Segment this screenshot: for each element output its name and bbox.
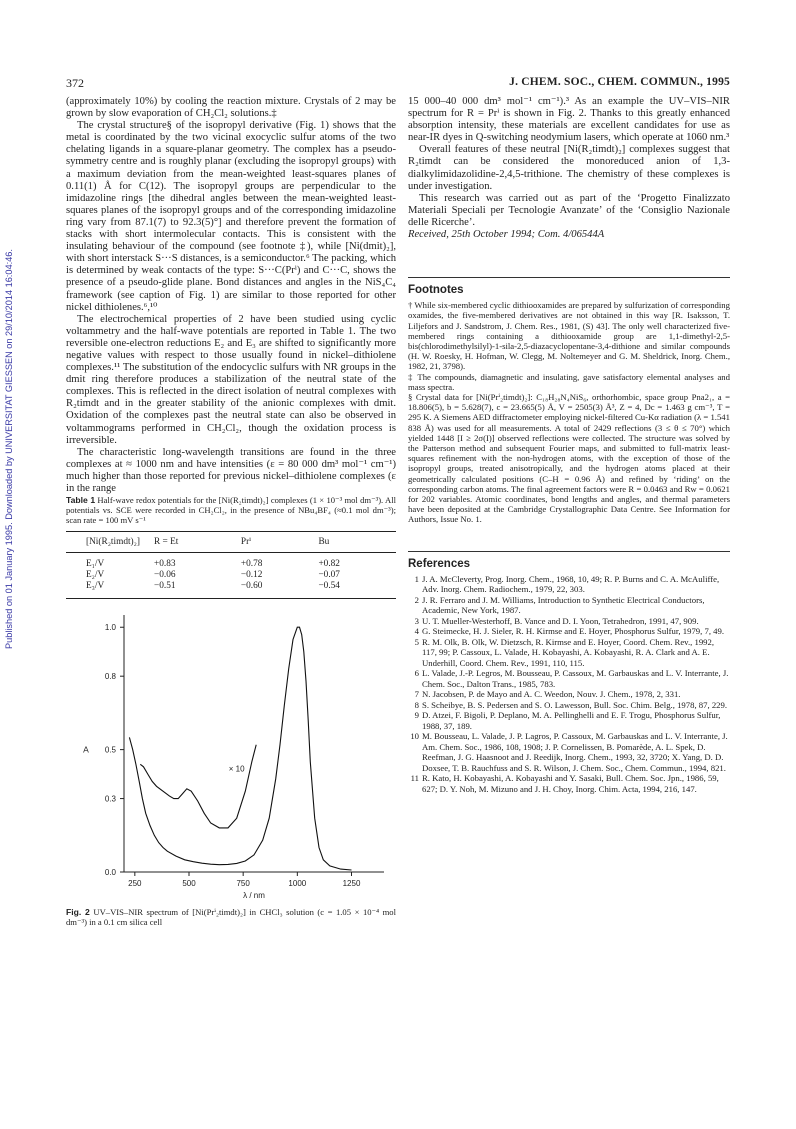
reference-text: R. Kato, H. Kobayashi, A. Kobayashi and Y. Sasaki, Bull. Chem. Soc. Jpn., 1986, 59, 627; D. Y. Noh, M. Mizuno and J. H. Choy, Inorg. Chim. Acta, 1994, 216, 147. bbox=[422, 773, 719, 794]
table-header: Bu bbox=[318, 532, 396, 553]
x-tick-label: 750 bbox=[236, 879, 250, 889]
table-caption bbox=[66, 495, 396, 525]
reference-text: M. Bousseau, L. Valade, J. P. Lagros, P. Cassoux, M. Garbauskas and L. V. Interrante, J. Am. Chem. Soc., 1986, 108, 1908; J. P. Cornelissen, B. Pomarède, A. L. Spek, D. Reefman, J. G. Haasnoot and J. Reedijk, Inorg. Chem., 1993, 32, 3720; X. Yang, D. D. Doxsee, T. B. Rauchfuss and S. R. Wilson, J. Chem. Soc., Chem. Commun., 1994, 821. bbox=[422, 731, 728, 773]
journal-title: J. CHEM. SOC., CHEM. COMMUN., 1995 bbox=[509, 76, 730, 88]
figure-label: Fig. 2 bbox=[66, 907, 90, 918]
reference-number: 2 bbox=[414, 594, 419, 605]
figure-caption bbox=[66, 907, 396, 927]
spectrum-line bbox=[129, 627, 351, 870]
reference-text: S. Scheibye, B. S. Pedersen and S. O. Lawesson, Bull. Soc. Chim. Belg., 1978, 87, 229. bbox=[422, 699, 728, 710]
reference-text: L. Valade, J.-P. Legros, M. Bousseau, P. Cassoux, M. Garbauskas and L. V. Interrante, J. Chem. Soc., Dalton Trans., 1985, 783. bbox=[422, 668, 729, 689]
table-cell: +0.83 bbox=[154, 559, 176, 570]
table-header: R = Et bbox=[154, 532, 241, 553]
table-cell: E₂/V bbox=[86, 570, 105, 581]
reference-item bbox=[408, 689, 730, 700]
table-cell: −0.60 bbox=[241, 581, 319, 599]
reference-number: 5 bbox=[414, 636, 419, 647]
spectrum-svg bbox=[66, 607, 396, 907]
footnote: † While six-membered cyclic dithiooxamides are prepared by sulfurization of corresponding oxamides, the five-membered derivatives are not obtained in this way [R. Isaksson, T. Liljefors and J. Sandstrom, J. Chem. Res., 1981, (S) 43]. The only well characterized five-membered rings containing a dithiooxamide group are 1,1-dimethyl-2,5-bis(chlorodimethylsilyl)-1-sila-2,5-diazacyclopentane-3,4-dithione and similar compounds (H. W. Roesky, H. Hofman, W. Clegg, M. Noltemeyer and G. M. Sheldrick, Inorg. Chem., 1982, 21, 3798). bbox=[408, 300, 730, 372]
right-column bbox=[408, 96, 730, 794]
reference-item bbox=[408, 731, 730, 773]
y-tick-label: 0.0 bbox=[104, 868, 116, 878]
footnote: § Crystal data for [Ni(Prⁱ₂timdt)₂]: C₁₈H₂₈N₄NiS₆, orthorhombic, space group Pna2₁, a = 18.806(5), b = 5.628(7), c = 23.665(5) Å, V = 2505(3) Å³, Z = 4, Dc = 1.463 g cm⁻³, T = 295 K. A Siemens AED diffractometer employing nickel-filtered Cu-Kα radiation (λ = 1.541 838 Å) was used for all measurements. A total of 2429 reflections (3 ≤ θ ≤ 70°) which yielded 1448 [I ≥ 2σ(I)] observed reflections were collected. The structure was solved by the Patterson method and subsequent Fourier maps, and submitted to full-matrix least-squares refinement with the non-hydrogen atoms, with the exception of those of the isopropyl groups, treated anisotropically, and the hydrogen atoms placed at their geometrically calculated positions (C–H = 0.96 Å) and refined by ‘riding’ on the corresponding carbon atoms. The final agreement factors were R = 0.0463 and Rw = 0.0621 for 202 variables. Atomic coordinates, bond lengths and angles, and thermal parameters have been deposited at the Cambridge Crystallographic Data Centre. See Information for Authors, Issue No. 1. bbox=[408, 392, 730, 525]
table-cell: E₁/V bbox=[86, 559, 105, 570]
x-axis-label: λ / nm bbox=[243, 891, 265, 901]
reference-text: G. Steimecke, H. J. Sieler, R. H. Kirmse and E. Hoyer, Phosphorus Sulfur, 1979, 7, 49. bbox=[422, 626, 725, 637]
y-axis-label: A bbox=[83, 744, 89, 755]
reference-number: 3 bbox=[414, 615, 419, 626]
body-paragraph: The characteristic long-wavelength transitions are found in the three complexes at ≈ 1000 nm and have intensities (ε = 80 000 dm³ mol⁻¹ cm⁻¹) much higher than those reported for previous nickel–dithiolene complexes (ε in the range bbox=[66, 446, 396, 494]
reference-item bbox=[408, 595, 730, 616]
table-caption-text: Half-wave redox potentials for the [Ni(R₂timdt)₂] complexes (1 × 10⁻³ mol dm⁻³). All potentials vs. SCE were recorded in CH₂Cl₂, in the presence of NBu₄BF₄ (≈0.1 mol dm⁻³); scan rate = 100 mV s⁻¹ bbox=[66, 495, 396, 526]
reference-item bbox=[408, 710, 730, 731]
download-notice[interactable]: Published on 01 January 1995. Downloaded by UNIVERSITAT GIESSEN on 29/10/2014 16:04:46. bbox=[4, 249, 14, 649]
reference-number: 11 bbox=[410, 773, 419, 784]
footnote: ‡ The compounds, diamagnetic and insulating, gave satisfactory elemental analyses and mass spectra. bbox=[408, 371, 730, 392]
table-cell: +0.78 bbox=[240, 559, 263, 570]
x-tick-label: 500 bbox=[182, 879, 196, 889]
redox-table bbox=[66, 531, 396, 599]
reference-number: 6 bbox=[414, 668, 419, 679]
body-paragraph: (approximately 10%) by cooling the reaction mixture. Crystals of 2 may be grown by slow evaporation of CH₂Cl₂ solutions.‡ bbox=[66, 96, 396, 120]
references-heading: References bbox=[408, 551, 730, 570]
table-row bbox=[66, 581, 396, 599]
body-paragraph: 15 000–40 000 dm³ mol⁻¹ cm⁻¹).³ As an example the UV–VIS–NIR spectrum for R = Prⁱ is shown in Fig. 2. Thanks to this greatly enhanced absorption intensity, these materials are excellent candidates for use as near-IR dyes in Q-switching neodymium lasers, which operate at 1060 nm.³ bbox=[408, 96, 730, 144]
y-tick-label: 0.3 bbox=[104, 794, 116, 804]
reference-number: 4 bbox=[414, 626, 419, 637]
reference-item bbox=[408, 773, 730, 794]
spectrum-line-x10 bbox=[140, 745, 256, 828]
reference-number: 8 bbox=[414, 699, 419, 710]
reference-text: R. M. Olk, B. Olk, W. Dietzsch, R. Kirmse and E. Hoyer, Coord. Chem. Rev., 1992, 117, 99; P. Cassoux, L. Valade, H. Kobayashi, A. Kobayashi, R. A. Clark and A. E. Underhill, Coord. Chem. Rev., 1991, 110, 115. bbox=[422, 636, 715, 668]
reference-number: 9 bbox=[414, 710, 419, 721]
table-header: Prⁱ bbox=[241, 532, 319, 553]
reference-item bbox=[408, 626, 730, 637]
table-row bbox=[66, 570, 396, 581]
table-label: Table 1 bbox=[66, 495, 96, 506]
page-number: 372 bbox=[66, 76, 84, 90]
y-tick-label: 0.8 bbox=[104, 672, 116, 682]
left-column bbox=[66, 96, 396, 927]
reference-number: 1 bbox=[414, 573, 419, 584]
table-cell: −0.51 bbox=[154, 581, 241, 599]
body-paragraph: This research was carried out as part of the ‘Progetto Finalizzato Materiali Speciali per Tecnologie Avanzate’ of the ‘Consiglio Nazionale delle Ricerche’. bbox=[408, 192, 730, 228]
table-cell: −0.12 bbox=[240, 570, 263, 581]
reference-item bbox=[408, 637, 730, 669]
reference-item bbox=[408, 616, 730, 627]
x-tick-label: 1000 bbox=[288, 879, 307, 889]
body-paragraph: The electrochemical properties of 2 have been studied using cyclic voltammetry and the half-wave potentials are reported in Table 1. The two reversible one-electron reductions E₂ and E₃ are shifted to significantly more negative values with respect to those usually found in nickel–dithiolene complexes.¹¹ The substitution of the endocyclic sulfurs with NR groups in the dmit ring therefore produces a stabilization of the neutral state of the complexes. This is reflected in the direct isolation of neutral complexes with R₂timdt and in the greater stability of the anionic complexes with dmit. Oxidation of the complexes past the neutral state can also be observed in voltammograms performed in CH₂Cl₂, though the oxidation process is irreversible. bbox=[66, 313, 396, 446]
y-tick-label: 0.5 bbox=[104, 745, 116, 755]
reference-text: U. T. Mueller-Westerhoff, B. Vance and D. I. Yoon, Tetrahedron, 1991, 47, 909. bbox=[422, 615, 699, 626]
x-tick-label: 250 bbox=[128, 879, 142, 889]
table-cell: −0.54 bbox=[318, 581, 396, 599]
reference-item bbox=[408, 668, 730, 689]
page-header bbox=[66, 76, 730, 92]
reference-text: J. R. Ferraro and J. M. Williams, Introduction to Synthetic Electrical Conductors, Academic, New York, 1987. bbox=[422, 594, 705, 616]
table-cell: +0.82 bbox=[318, 559, 340, 570]
reference-number: 7 bbox=[414, 689, 419, 700]
spectrum-chart bbox=[66, 607, 396, 907]
figure-caption-text: UV–VIS–NIR spectrum of [Ni(Prⁱ₂timdt)₂] in CHCl₃ solution (c = 1.05 × 10⁻⁴ mol dm⁻³) in a 0.1 cm silica cell bbox=[66, 907, 396, 928]
footnotes-heading: Footnotes bbox=[408, 277, 730, 296]
table-header: [Ni(R₂timdt)₂] bbox=[66, 532, 154, 553]
x-tick-label: 1250 bbox=[342, 879, 361, 889]
body-paragraph: The crystal structure§ of the isopropyl derivative (Fig. 1) shows that the metal is coordinated by the two vicinal exocyclic sulfur atoms of the two chelating ligands in a square-planar geometry. The complex has a pseudo-symmetry centre and is roughly planar (excluding the isopropyl groups) with a maximum deviation from the mean-weighted least-squares planes of 0.11(1) Å for C(12). The isopropyl groups are perpendicular to the imidazoline rings [the dihedral angles between the mean-weighted least-squares planes of the isopropyl groups and of the corresponding imidazoline ring vary from 87.1(7) to 92.3(5)°] and therefore prevent the formation of stacks with short intermolecular contacts. This is consistent with the insulating behaviour of the compound (see footnote ‡), while [Ni(dmit)₂], with short interstack S···S distances, is a semiconductor.⁶ The packing, which is determined by weak contacts of the type: S···C(Prⁱ) and C···C, shows the presence of a pseudo-glide plane. Bond distances and angles in the NiS₄C₄ framework (see caption of Fig. 1) are similar to those reported for other nickel dithiolenes.⁶,¹⁰ bbox=[66, 120, 396, 313]
table-row bbox=[66, 553, 396, 571]
y-tick-label: 1.0 bbox=[104, 623, 116, 633]
footnotes bbox=[408, 300, 730, 524]
received-date: Received, 25th October 1994; Com. 4/06544A bbox=[408, 229, 605, 241]
body-paragraph: Overall features of these neutral [Ni(R₂timdt)₂] complexes suggest that R₂timdt can be considered the monoreduced anion of 1,3-dialkylimidazolidine-2,4,5-trithione. The chemistry of these complexes is under investigation. bbox=[408, 144, 730, 192]
reference-item bbox=[408, 700, 730, 711]
reference-text: D. Atzei, F. Bigoli, P. Deplano, M. A. Pellinghelli and E. F. Trogu, Phosphorus Sulfur, 1988, 37, 189. bbox=[422, 710, 721, 731]
scale-annotation: × 10 bbox=[228, 764, 245, 774]
reference-text: N. Jacobsen, P. de Mayo and A. C. Weedon, Nouv. J. Chem., 1978, 2, 331. bbox=[422, 689, 681, 700]
reference-text: J. A. McCleverty, Prog. Inorg. Chem., 1968, 10, 49; R. P. Burns and C. A. McAuliffe, Adv. Inorg. Chem. Radiochem., 1979, 22, 303. bbox=[422, 573, 720, 595]
table-cell: E₃/V bbox=[66, 581, 154, 599]
table-cell: −0.07 bbox=[318, 570, 340, 581]
reference-list bbox=[408, 574, 730, 795]
table-cell: −0.06 bbox=[154, 570, 176, 581]
reference-number: 10 bbox=[410, 731, 419, 742]
reference-item bbox=[408, 574, 730, 595]
